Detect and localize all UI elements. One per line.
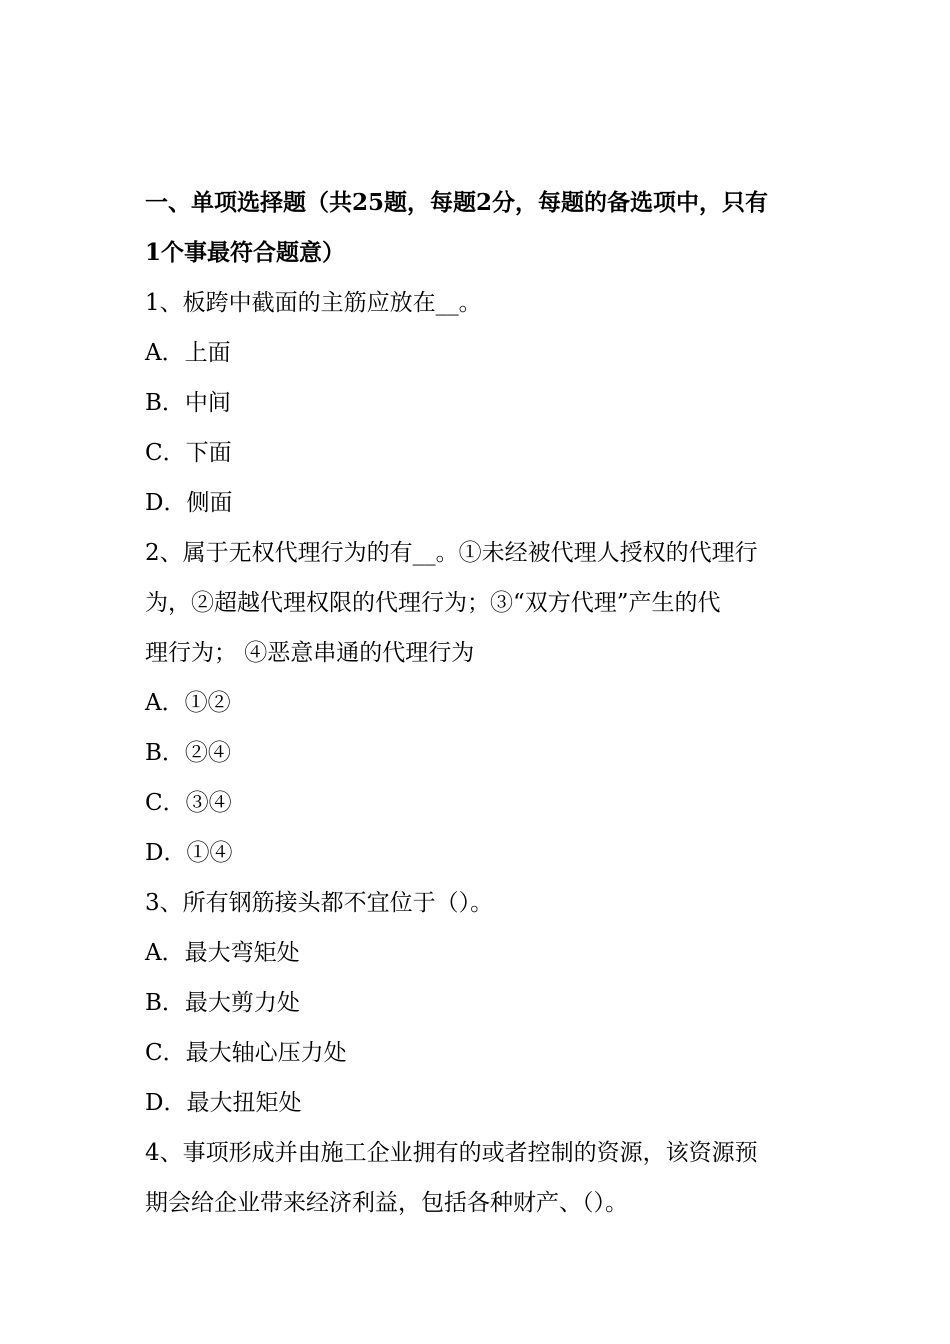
question-text: 理行为； ④恶意串通的代理行为 bbox=[145, 640, 475, 666]
option-b: B．中间 bbox=[145, 390, 231, 416]
option-c: C．下面 bbox=[145, 440, 232, 466]
question-3 bbox=[145, 878, 810, 1128]
option-b: B．②④ bbox=[145, 740, 231, 766]
option-c: C．③④ bbox=[145, 790, 232, 816]
question-text: 4、事项形成并由施工企业拥有的或者控制的资源，该资源预 bbox=[145, 1140, 758, 1166]
question-4 bbox=[145, 1128, 810, 1228]
option-d: D．侧面 bbox=[145, 490, 233, 516]
section-heading: 一、单项选择题（共25题，每题2分，每题的备选项中，只有 bbox=[145, 189, 769, 216]
question-text: 期会给企业带来经济利益，包括各种财产、（）。 bbox=[145, 1190, 628, 1216]
option-d: D．①④ bbox=[145, 840, 233, 866]
section-heading: 1个事最符合题意） bbox=[145, 239, 346, 266]
question-text: 2、属于无权代理行为的有__。①未经被代理人授权的代理行 bbox=[145, 540, 758, 566]
option-a: A．最大弯矩处 bbox=[145, 940, 300, 966]
document-page bbox=[145, 178, 810, 1228]
question-2 bbox=[145, 528, 810, 878]
question-text: 1、板跨中截面的主筋应放在__。 bbox=[145, 290, 482, 316]
option-a: A．①② bbox=[145, 690, 231, 716]
option-b: B．最大剪力处 bbox=[145, 990, 300, 1016]
question-text: 为，②超越代理权限的代理行为；③“双方代理”产生的代 bbox=[145, 590, 721, 616]
option-a: A．上面 bbox=[145, 340, 231, 366]
question-text: 3、所有钢筋接头都不宜位于（）。 bbox=[145, 890, 494, 916]
option-c: C．最大轴心压力处 bbox=[145, 1040, 347, 1066]
option-d: D．最大扭矩处 bbox=[145, 1090, 302, 1116]
question-1 bbox=[145, 278, 810, 528]
